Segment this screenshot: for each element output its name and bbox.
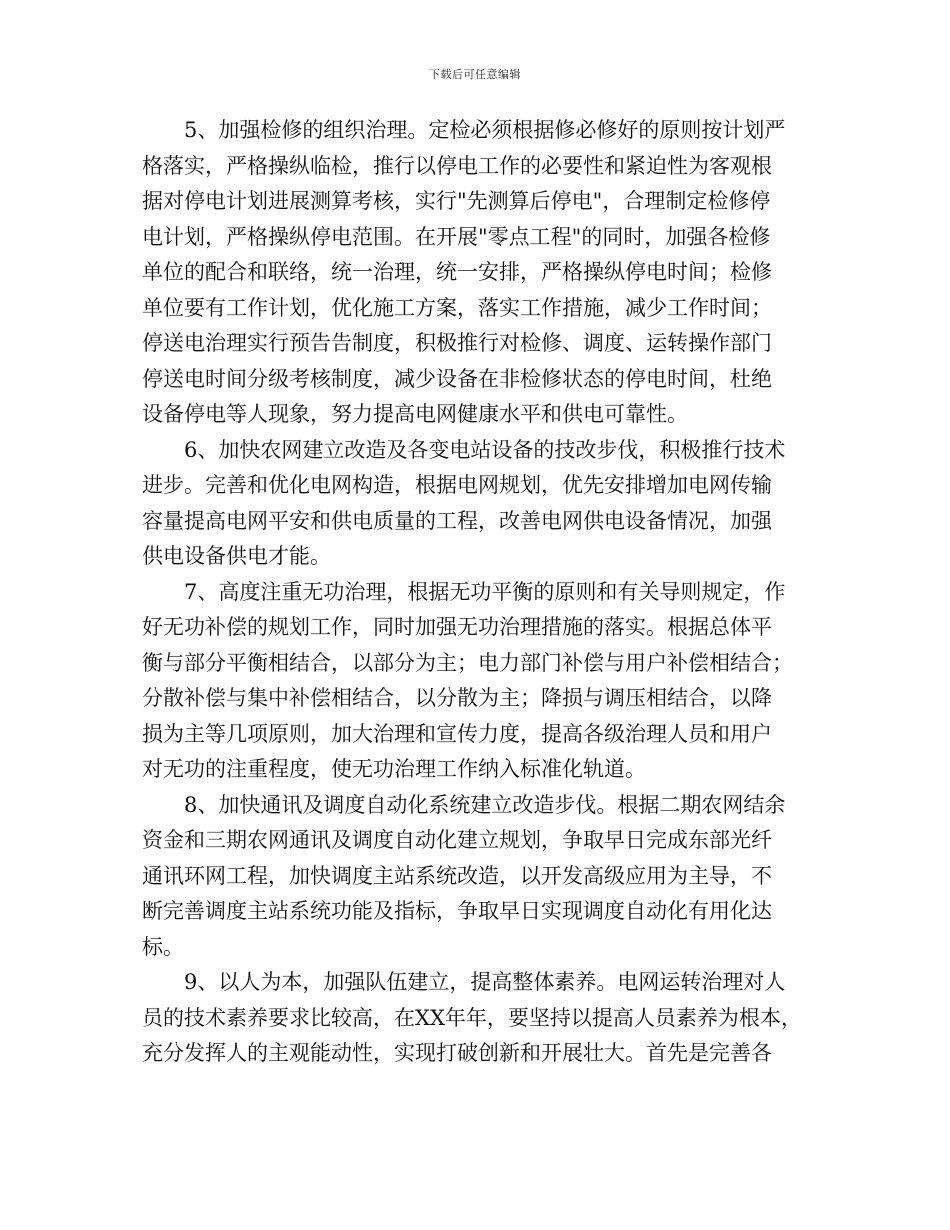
text-line: 充分发挥人的主观能动性，实现打破创新和开展壮大。首先是完善各 — [142, 1041, 772, 1065]
text-line: 容量提高电网平安和供电质量的工程，改善电网供电设备情况，加强 — [142, 508, 772, 533]
text-line: 通讯环网工程，加快调度主站系统改造，以开发高级应用为主导，不 — [142, 863, 772, 888]
page-header: 下载后可任意编辑 — [429, 68, 521, 81]
text-line: 员的技术素养要求比较高，在XX年年，要坚持以提高人员素养为根本， — [142, 1005, 802, 1030]
text-line: 停送电时间分级考核制度，减少设备在非检修状态的停电时间，杜绝 — [142, 366, 772, 391]
paragraph — [142, 113, 832, 433]
text-line: 进步。完善和优化电网构造，根据电网规划，优先安排增加电网传输 — [142, 473, 772, 497]
paragraph — [142, 965, 832, 1072]
document-body — [142, 113, 832, 1072]
text-line: 停送电治理实行预告告制度，积极推行对检修、调度、运转操作部门 — [142, 331, 772, 355]
paragraph — [142, 788, 832, 966]
text-line: 单位要有工作计划，优化施工方案，落实工作措施，减少工作时间； — [142, 295, 772, 320]
text-line: 7、高度注重无功治理，根据无功平衡的原则和有关导则规定，作 — [184, 579, 786, 604]
paragraph — [142, 433, 832, 575]
text-line: 资金和三期农网通讯及调度自动化建立规划，争取早日完成东部光纤 — [142, 828, 772, 852]
text-line: 8、加快通讯及调度自动化系统建立改造步伐。根据二期农网结余 — [184, 792, 786, 817]
paragraph — [142, 575, 832, 788]
text-line: 损为主等几项原则，加大治理和宣传力度，提高各级治理人员和用户 — [142, 721, 772, 746]
text-line: 供电设备供电才能。 — [142, 544, 331, 568]
text-line: 断完善调度主站系统功能及指标，争取早日实现调度自动化有用化达 — [142, 899, 772, 923]
text-line: 设备停电等人现象，努力提高电网健康水平和供电可靠性。 — [142, 402, 688, 426]
text-line: 衡与部分平衡相结合，以部分为主；电力部门补偿与用户补偿相结合； — [142, 650, 793, 675]
text-line: 好无功补偿的规划工作，同时加强无功治理措施的落实。根据总体平 — [142, 615, 772, 639]
text-line: 6、加快农网建立改造及各变电站设备的技改步伐，积极推行技术 — [184, 437, 786, 462]
text-line: 标。 — [142, 934, 184, 959]
text-line: 对无功的注重程度，使无功治理工作纳入标准化轨道。 — [142, 757, 646, 781]
text-line: 9、以人为本，加强队伍建立，提高整体素养。电网运转治理对人 — [184, 970, 786, 994]
text-line: 格落实，严格操纵临检，推行以停电工作的必要性和紧迫性为客观根 — [142, 153, 772, 178]
text-line: 5、加强检修的组织治理。定检必须根据修必修好的原则按计划严 — [184, 118, 786, 142]
text-line: 据对停电计划进展测算考核，实行"先测算后停电"，合理制定检修停 — [142, 189, 771, 213]
text-line: 分散补偿与集中补偿相结合，以分散为主；降损与调压相结合，以降 — [142, 686, 772, 710]
text-line: 电计划，严格操纵停电范围。在开展"零点工程"的同时，加强各检修 — [142, 224, 771, 249]
text-line: 单位的配合和联络，统一治理，统一安排，严格操纵停电时间；检修 — [142, 260, 772, 284]
